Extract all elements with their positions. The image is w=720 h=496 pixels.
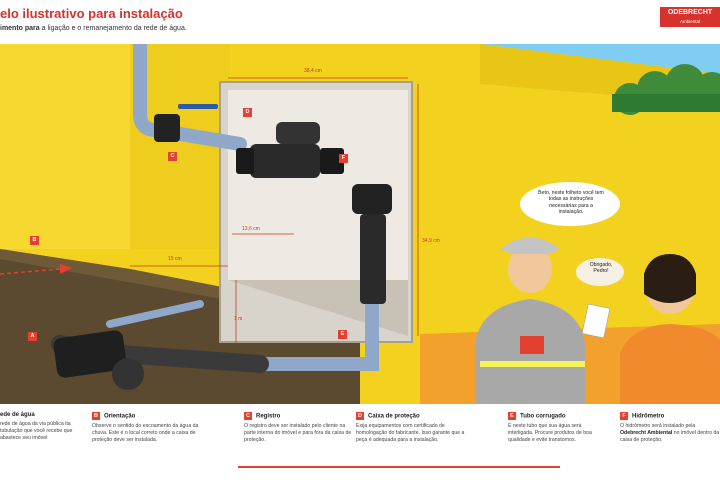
legend-text: O registro deve ser instalado pelo cliente na parte interna do imóvel e para fora da caixa de proteção. [244, 423, 352, 443]
bubble-pedro-text: Obrigado, Pedro! [589, 262, 613, 275]
legend-title: ede de água [0, 412, 35, 418]
legend-title: Registro [256, 413, 281, 420]
legend [0, 404, 720, 496]
legend-title: Hidrômetro [632, 413, 665, 420]
legend-item-a [0, 412, 84, 442]
legend-title: Tubo corrugado [520, 413, 566, 420]
badge-e: E [508, 412, 516, 420]
legend-text: Observe o sentido do escoamento da água da chuva. Este é o local correto onde a caixa de proteção deve ser instalada. [92, 423, 199, 443]
legend-item-d [356, 412, 466, 444]
depth-label: 1 m [234, 316, 243, 322]
badge-c: C [244, 412, 252, 420]
legend-title: Orientação [104, 413, 136, 420]
legend-text: Exija equipamentos com certificado de homologação do fabricante. Isso garante que a peça é adequada para a instalação. [356, 423, 465, 443]
bubble-beto-text: Beto, neste folheto você tem todas as instruções necessárias para a instalação. [538, 190, 604, 216]
legend-item-b [92, 412, 202, 444]
legend-item-e [508, 412, 606, 444]
badge-f: F [620, 412, 628, 420]
badge-d: D [356, 412, 364, 420]
marker-c: C [168, 152, 177, 161]
marker-f: F [339, 154, 348, 163]
page-subtitle [0, 25, 187, 32]
installation-illustration [0, 44, 720, 404]
legend-item-c [244, 412, 354, 444]
offset-label: 15 cm [168, 256, 182, 262]
header [0, 0, 720, 44]
page-title: elo ilustrativo para instalação [0, 6, 183, 21]
marker-d: D [243, 108, 252, 117]
box-height-label: 34,9 cm [422, 238, 440, 244]
subtitle-bold: imento para [0, 25, 40, 32]
odebrecht-logo: ODEBRECHT Ambiental [660, 7, 720, 27]
subtitle-rest: a ligação e o remanejamento da rede de água. [39, 25, 187, 32]
footer-accent-line [238, 466, 560, 468]
marker-e: E [338, 330, 347, 339]
meter-width-label: 13,6 cm [242, 226, 260, 232]
legend-text: É neste tubo que sua água será interligada. Procure produtos de boa qualidade e evite transtornos. [508, 423, 592, 443]
marker-b: B [30, 236, 39, 245]
legend-text: rede de água da via pública ita tubulação que você recebe que abastece seu imóvel [0, 421, 73, 441]
badge-b: B [92, 412, 100, 420]
marker-a: A [28, 332, 37, 341]
legend-text: O hidrômetro será instalado pela Odebrecht Ambiental no imóvel dentro da caixa de proteção. [620, 423, 720, 443]
box-width-label: 38,4 cm [304, 68, 322, 74]
legend-item-f [620, 412, 720, 444]
legend-title: Caixa de proteção [368, 413, 420, 420]
